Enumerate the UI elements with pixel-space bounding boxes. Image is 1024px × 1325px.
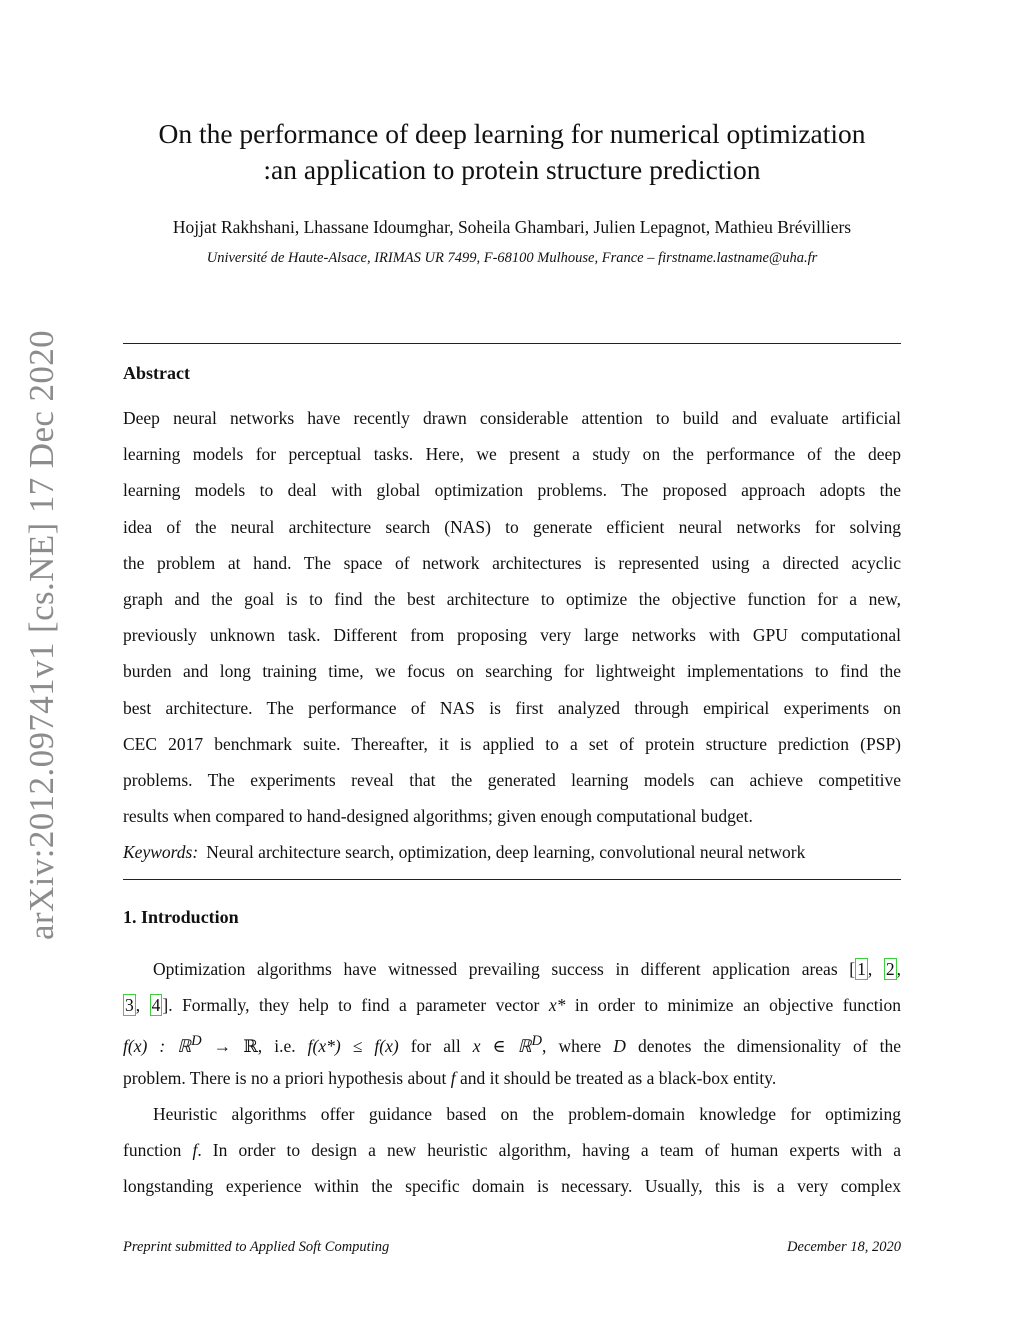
math-inequality: f(x*) ≤ f(x) bbox=[307, 1036, 399, 1057]
intro-text-run: ]. Formally, they help to find a parameter vector bbox=[162, 995, 549, 1016]
intro-text-run: Optimization algorithms have witnessed prevailing success in different application areas [ bbox=[153, 959, 856, 979]
arxiv-identifier-stamp[interactable]: arXiv:2012.09741v1 [cs.NE] 17 Dec 2020 bbox=[22, 329, 61, 940]
math-dimension: D bbox=[613, 1036, 626, 1057]
title-line: On the performance of deep learning for numerical optimization bbox=[158, 118, 866, 149]
abstract-heading: Abstract bbox=[123, 363, 190, 383]
abstract-bottom-rule bbox=[123, 879, 901, 880]
intro-text-run: , where bbox=[542, 1036, 614, 1057]
abstract-line: previously unknown task. Different from proposing very large networks with GPU computational bbox=[123, 625, 901, 646]
intro-line bbox=[123, 1023, 901, 1059]
citation-link[interactable]: 2 bbox=[885, 959, 895, 979]
author-affiliation: Université de Haute-Alsace, IRIMAS UR 7499, F-68100 Mulhouse, France – firstname.lastname@uha.fr bbox=[206, 250, 818, 266]
keywords-text: Neural architecture search, optimization, deep learning, convolutional neural network bbox=[206, 842, 806, 862]
abstract-line: learning models for perceptual tasks. Here, we present a study on the performance of the deep bbox=[123, 444, 901, 465]
abstract-line: CEC 2017 benchmark suite. Thereafter, it is applied to a set of protein structure prediction (PSP) bbox=[123, 733, 901, 754]
abstract-line: graph and the goal is to find the best architecture to optimize the objective function for a new, bbox=[123, 588, 901, 609]
abstract-text bbox=[123, 400, 901, 834]
math-domain: x ∈ ℝ bbox=[472, 1036, 532, 1057]
intro-line: longstanding experience within the specific domain is necessary. Usually, this is a very complex bbox=[123, 1176, 901, 1197]
intro-text-run: problem. There is no a priori hypothesis about bbox=[123, 1067, 451, 1088]
title-line: :an application to protein structure prediction bbox=[263, 154, 761, 185]
intro-line: Optimization algorithms have witnessed prevailing success in different application areas [ 1 , 2 , bbox=[153, 959, 901, 979]
math-function: f bbox=[192, 1139, 198, 1160]
math-function: f bbox=[450, 1067, 456, 1088]
abstract-line: Deep neural networks have recently drawn considerable attention to build and evaluate artificial bbox=[123, 408, 901, 428]
footer-date: December 18, 2020 bbox=[787, 1239, 901, 1255]
intro-line bbox=[123, 1132, 901, 1168]
keywords bbox=[123, 839, 901, 865]
intro-text-run: in order to minimize an objective function bbox=[565, 995, 902, 1016]
math-parameter-vector: x* bbox=[548, 995, 566, 1016]
abstract-line: learning models to deal with global optimization problems. The proposed approach adopts the bbox=[123, 480, 901, 501]
citation-link[interactable]: 3 bbox=[125, 995, 134, 1016]
intro-text-run: , i.e. bbox=[257, 1036, 308, 1057]
abstract-line: best architecture. The performance of NAS is first analyzed through empirical experiments on bbox=[123, 697, 901, 718]
abstract-line: burden and long training time, we focus on searching for lightweight implementations to find the bbox=[123, 661, 901, 682]
math-function-codomain: → ℝ bbox=[201, 1036, 258, 1057]
paper-title bbox=[110, 116, 914, 188]
intro-line: 3 , 4 ]. Formally, they help to find a parameter vector x* in order to minimize an objective function bbox=[125, 995, 902, 1016]
introduction-text bbox=[123, 951, 901, 1204]
abstract-line: idea of the neural architecture search (NAS) to generate efficient neural networks for solving bbox=[123, 516, 901, 537]
introduction-heading: 1. Introduction bbox=[123, 907, 239, 927]
citation-link[interactable]: 1 bbox=[857, 959, 866, 979]
intro-text-run: . In order to design a new heuristic algorithm, having a team of human experts with a bbox=[197, 1139, 901, 1160]
abstract-line: the problem at hand. The space of network architectures is represented using a directed acyclic bbox=[123, 552, 901, 573]
intro-text-run: and it should be treated as a black-box entity. bbox=[455, 1067, 777, 1088]
intro-text-run: for all bbox=[398, 1036, 473, 1057]
abstract-line: results when compared to hand-designed algorithms; given enough computational budget. bbox=[123, 806, 753, 827]
intro-text-run: denotes the dimensionality of the bbox=[625, 1036, 901, 1057]
intro-line: Heuristic algorithms offer guidance based on the problem-domain knowledge for optimizing bbox=[153, 1103, 901, 1124]
abstract-top-rule bbox=[123, 343, 901, 344]
math-superscript: D bbox=[191, 1033, 202, 1050]
author-list: Hojjat Rakhshani, Lhassane Idoumghar, Soheila Ghambari, Julien Lepagnot, Mathieu Brévilliers bbox=[172, 217, 852, 237]
intro-line bbox=[123, 1060, 901, 1096]
keywords-label: Keywords: bbox=[123, 842, 199, 862]
math-function-map: f(x) : ℝ bbox=[123, 1036, 192, 1057]
math-superscript: D bbox=[531, 1033, 543, 1050]
abstract-line: problems. The experiments reveal that the generated learning models can achieve competitive bbox=[123, 769, 901, 790]
footer-preprint-note: Preprint submitted to Applied Soft Computing bbox=[123, 1239, 390, 1255]
intro-text-run: function bbox=[123, 1139, 193, 1160]
citation-link[interactable]: 4 bbox=[151, 995, 161, 1016]
